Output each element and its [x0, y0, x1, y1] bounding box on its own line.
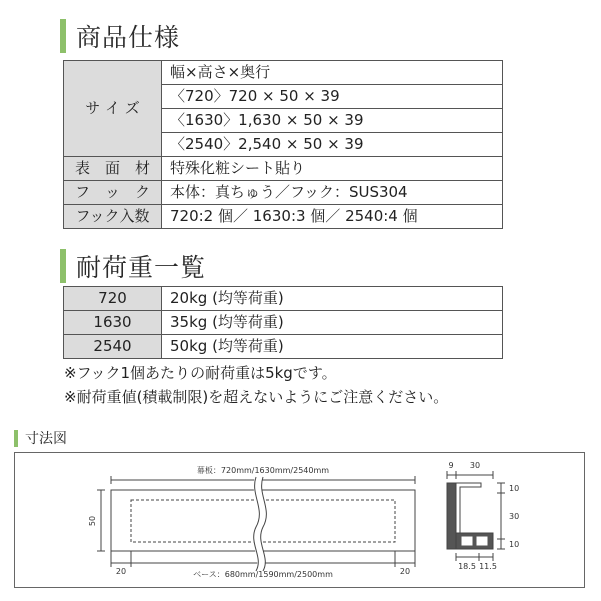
dimension-drawing-frame	[14, 452, 585, 588]
hook-slot	[462, 537, 472, 545]
load-size-cell: 720	[64, 287, 162, 311]
size-header: サ イ ズ	[64, 61, 162, 157]
hook-value: 本体：真ちゅう／フック：SUS304	[162, 181, 503, 205]
hook-count-value: 720:2 個／ 1630:3 個／ 2540:4 個	[162, 205, 503, 229]
dimension-drawing	[15, 453, 584, 587]
size-row: 〈2540〉2,540 × 50 × 39	[162, 133, 503, 157]
table-row	[64, 335, 503, 359]
side-right-label: 30	[509, 512, 520, 521]
spec-section-heading	[60, 18, 180, 54]
left-offset-label: 20	[115, 567, 127, 576]
side-right-label: 10	[509, 540, 520, 549]
size-row: 〈1630〉1,630 × 50 × 39	[162, 109, 503, 133]
right-offset-label: 20	[399, 567, 411, 576]
note-hook-load: ※フック1個あたりの耐荷重は5kgです。	[64, 364, 337, 382]
dimension-section-heading	[14, 428, 67, 448]
load-section-title: 耐荷重一覧	[76, 253, 207, 282]
note-load-limit: ※耐荷重値(積載制限)を超えないようにご注意ください。	[64, 388, 449, 406]
material-header: 表 面 材	[64, 157, 162, 181]
side-bracket-outline	[456, 483, 481, 533]
load-section-heading	[60, 248, 206, 284]
heading-accent-bar	[60, 249, 66, 283]
height-label: 50	[88, 515, 97, 527]
heading-accent-bar	[60, 19, 66, 53]
table-row	[64, 287, 503, 311]
side-view	[447, 471, 505, 561]
table-row	[64, 205, 503, 229]
size-row: 幅×高さ×奥行	[162, 61, 503, 85]
load-size-cell: 2540	[64, 335, 162, 359]
base-width-label: ベース：680mm/1590mm/2500mm	[193, 570, 333, 579]
side-bottom-label: 11.5	[479, 562, 497, 571]
heading-accent-bar	[14, 430, 18, 447]
hook-slot	[477, 537, 487, 545]
side-bottom-label: 18.5	[458, 562, 476, 571]
load-value-cell: 20kg (均等荷重)	[162, 287, 503, 311]
load-table	[63, 286, 503, 359]
table-row	[64, 157, 503, 181]
side-top-label: 30	[469, 461, 481, 470]
material-value: 特殊化粧シート貼り	[162, 157, 503, 181]
side-panel	[447, 483, 456, 549]
load-value-cell: 35kg (均等荷重)	[162, 311, 503, 335]
spec-section-title: 商品仕様	[76, 23, 181, 52]
spec-table	[63, 60, 503, 229]
top-width-label: 幕板：720mm/1630mm/2540mm	[196, 466, 330, 475]
table-row	[64, 311, 503, 335]
dimension-section-title: 寸法図	[25, 431, 67, 447]
side-right-label: 10	[509, 484, 520, 493]
side-top-label: 9	[448, 461, 454, 470]
break-mark	[254, 477, 267, 571]
hook-header: フ ッ ク	[64, 181, 162, 205]
table-row	[64, 181, 503, 205]
size-row: 〈720〉720 × 50 × 39	[162, 85, 503, 109]
load-value-cell: 50kg (均等荷重)	[162, 335, 503, 359]
hook-count-header: フック入数	[64, 205, 162, 229]
load-size-cell: 1630	[64, 311, 162, 335]
table-row	[64, 61, 503, 85]
